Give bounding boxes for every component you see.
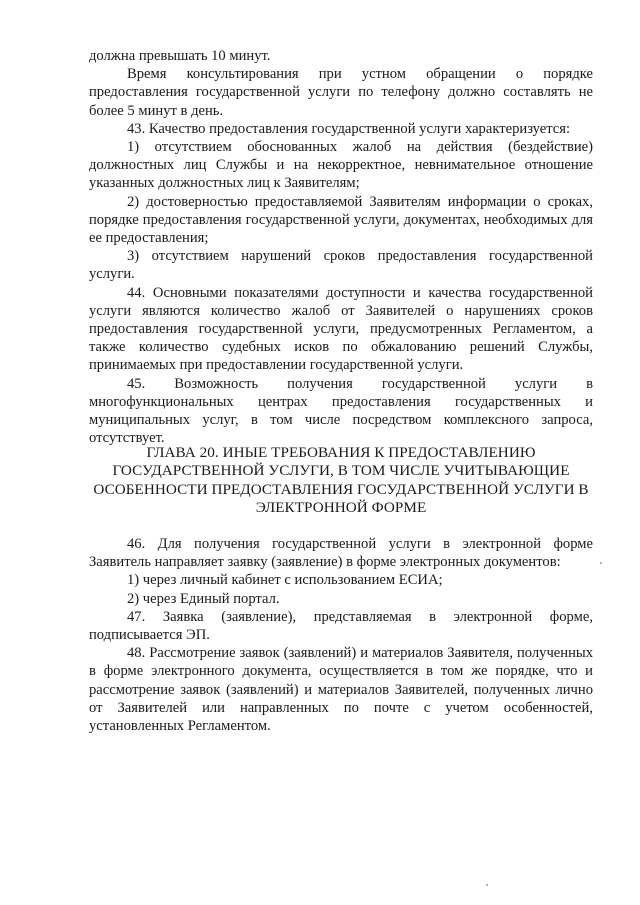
- scan-speck: [600, 562, 602, 564]
- paragraph-46-item-1: 1) через личный кабинет с использованием ЕСИА;: [127, 572, 443, 589]
- paragraph-43-item-2: 2) достоверностью предоставляемой Заявителям информации о сроках, порядке предоставления государственной услуги, документах, необходимых для ее предоставления;: [89, 193, 593, 247]
- paragraph-consultation-time-end: должна превышать 10 минут.: [89, 48, 271, 64]
- paragraph-43-item-3: 3) отсутствием нарушений сроков предоставления государственной услуги.: [89, 248, 593, 283]
- paragraph-43-quality: 43. Качество предоставления государственной услуги характеризуется:: [127, 120, 571, 137]
- paragraph-46-electronic-request: 46. Для получения государственной услуги в электронной форме Заявитель направляет заявку (заявление) в форме электронных документов:: [89, 536, 593, 571]
- paragraph-47-signature: 47. Заявка (заявление), представляемая в электронной форме, подписывается ЭП.: [89, 608, 593, 644]
- section-service-quality: [89, 47, 593, 447]
- chapter-20-heading: ГЛАВА 20. ИНЫЕ ТРЕБОВАНИЯ К ПРЕДОСТАВЛЕНИЮ ГОСУДАРСТВЕННОЙ УСЛУГИ, В ТОМ ЧИСЛЕ УЧИТЫВАЮЩИЕ ОСОБЕННОСТИ ПРЕДОСТАВЛЕНИЯ ГОСУДАРСТВЕННОЙ УСЛУГИ В ЭЛЕКТРОННОЙ ФОРМЕ: [93, 444, 589, 517]
- scan-speck: [486, 884, 488, 886]
- paragraph-48-review: 48. Рассмотрение заявок (заявлений) и материалов Заявителя, полученных в форме электронного документа, осуществляется в том же порядке, что и рассмотрение заявок (заявлений) и материалов Заявителей, полученных лично от Заявителей или направленных по почте с учетом особенностей, установленных Регламентом.: [89, 645, 593, 735]
- paragraph-46-item-2: 2) через Единый портал.: [127, 590, 280, 607]
- section-electronic-form: [89, 535, 593, 735]
- paragraph-44-indicators: 44. Основными показателями доступности и качества государственной услуги являются количество жалоб от Заявителей о нарушениях сроков предоставления государственной услуги, предусмотренных Регламентом, а также количество судебных исков по обжалованию решений Службы, принимаемых при предоставлении государственной услуги.: [89, 284, 593, 374]
- paragraph-45-mfc: 45. Возможность получения государственной услуги в многофункциональных центрах предоставления государственных и муниципальных услуг, в том числе посредством комплексного запроса, отсутствует.: [89, 375, 593, 447]
- paragraph-43-item-1: 1) отсутствием обоснованных жалоб на действия (бездействие) должностных лиц Службы и на некорректное, невнимательное отношение указанных должностных лиц к Заявителям;: [89, 139, 593, 192]
- paragraph-phone-consultation: Время консультирования при устном обращении о порядке предоставления государственной услуги по телефону должно составлять не более 5 минут в день.: [89, 66, 593, 119]
